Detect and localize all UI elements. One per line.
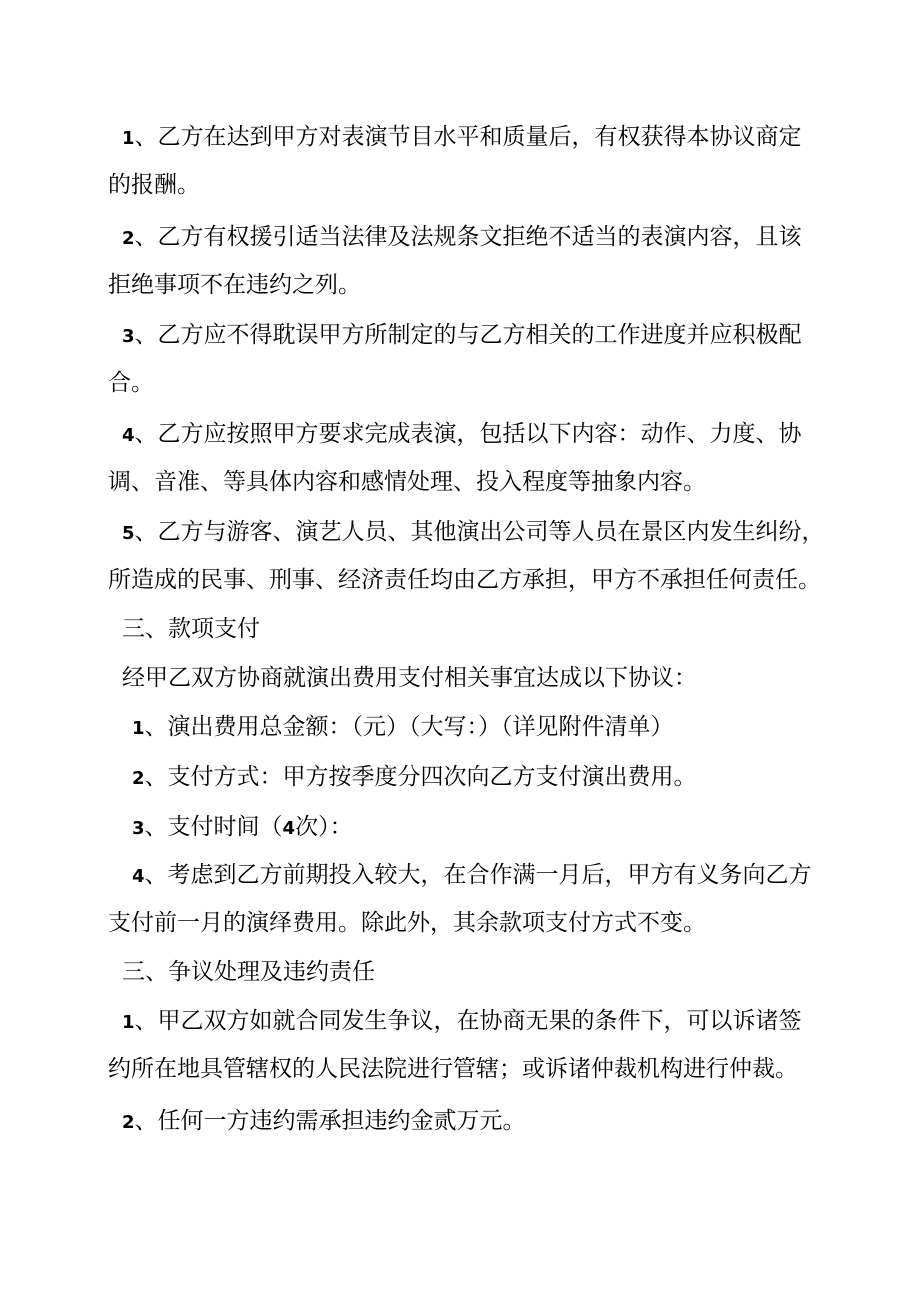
clause-number: 2 xyxy=(132,768,145,789)
clause-text: 、乙方在达到甲方对表演节目水平和质量后，有权获得本协议商定 xyxy=(134,124,802,150)
clause-text: 、演出费用总金额：（元）（大写：）（详见附件清单） xyxy=(144,714,674,740)
clause-text-continued: 约所在地具管辖权的人民法院进行管辖；或诉诸仲裁机构进行仲裁。 xyxy=(108,1056,798,1082)
intro-text: 经甲乙双方协商就演出费用支付相关事宜达成以下协议： xyxy=(122,665,697,691)
section-heading-payment xyxy=(108,605,828,653)
clause-text: 、甲乙双方如就合同发生争议，在协商无果的条件下，可以诉诸签 xyxy=(134,1008,802,1034)
clause-text-continued: 的报酬。 xyxy=(108,172,200,198)
clause-text: 、乙方应不得耽误甲方所制定的与乙方相关的工作进度并应积极配 xyxy=(134,322,802,348)
dispute-item-2 xyxy=(108,1097,828,1145)
clause-text-continued: 调、音准、等具体内容和感情处理、投入程度等抽象内容。 xyxy=(108,469,706,495)
clause-text: 、乙方应按照甲方要求完成表演，包括以下内容：动作、力度、协 xyxy=(134,421,802,447)
clause-number: 3 xyxy=(122,326,135,347)
clause-item-4 xyxy=(108,410,828,506)
clause-text: 、考虑到乙方前期投入较大，在合作满一月后，甲方有义务向乙方 xyxy=(144,862,812,888)
clause-item-5 xyxy=(108,508,828,604)
clause-text: 、支付方式：甲方按季度分四次向乙方支付演出费用。 xyxy=(144,764,697,790)
clause-number: 2 xyxy=(122,1112,135,1133)
section-heading: 三、争议处理及违约责任 xyxy=(122,959,375,985)
clause-number: 1 xyxy=(122,128,135,149)
clause-number: 1 xyxy=(132,718,145,739)
clause-text: 、任何一方违约需承担违约金贰万元。 xyxy=(134,1108,526,1134)
clause-text: 次）： xyxy=(295,814,353,840)
clause-item-2 xyxy=(108,213,828,309)
payment-count: 4 xyxy=(282,818,296,839)
clause-text: 、乙方与游客、演艺人员、其他演出公司等人员在景区内发生纠纷， xyxy=(134,519,825,545)
clause-text-continued: 支付前一月的演绎费用。除此外，其余款项支付方式不变。 xyxy=(108,910,706,936)
clause-text-continued: 所造成的民事、刑事、经济责任均由乙方承担，甲方不承担任何责任。 xyxy=(108,567,821,593)
section-heading: 三、款项支付 xyxy=(122,616,260,642)
clause-text-continued: 合。 xyxy=(108,370,154,396)
clause-number: 2 xyxy=(122,228,135,249)
clause-number: 5 xyxy=(122,523,135,544)
clause-number: 4 xyxy=(132,866,145,887)
clause-number: 3 xyxy=(132,818,145,839)
clause-text-continued: 拒绝事项不在违约之列。 xyxy=(108,272,361,298)
dispute-item-1 xyxy=(108,997,828,1093)
clause-number: 1 xyxy=(122,1012,135,1033)
payment-item-4 xyxy=(108,851,828,947)
clause-number: 4 xyxy=(122,425,135,446)
payment-intro xyxy=(108,654,828,702)
clause-item-1 xyxy=(108,113,828,209)
section-heading-disputes xyxy=(108,948,828,996)
payment-item-2 xyxy=(108,753,828,801)
payment-item-1 xyxy=(108,703,828,751)
payment-item-3 xyxy=(108,803,828,851)
clause-text: 、支付时间（ xyxy=(144,814,283,840)
clause-item-3 xyxy=(108,311,828,407)
clause-text: 、乙方有权援引适当法律及法规条文拒绝不适当的表演内容，且该 xyxy=(134,224,802,250)
